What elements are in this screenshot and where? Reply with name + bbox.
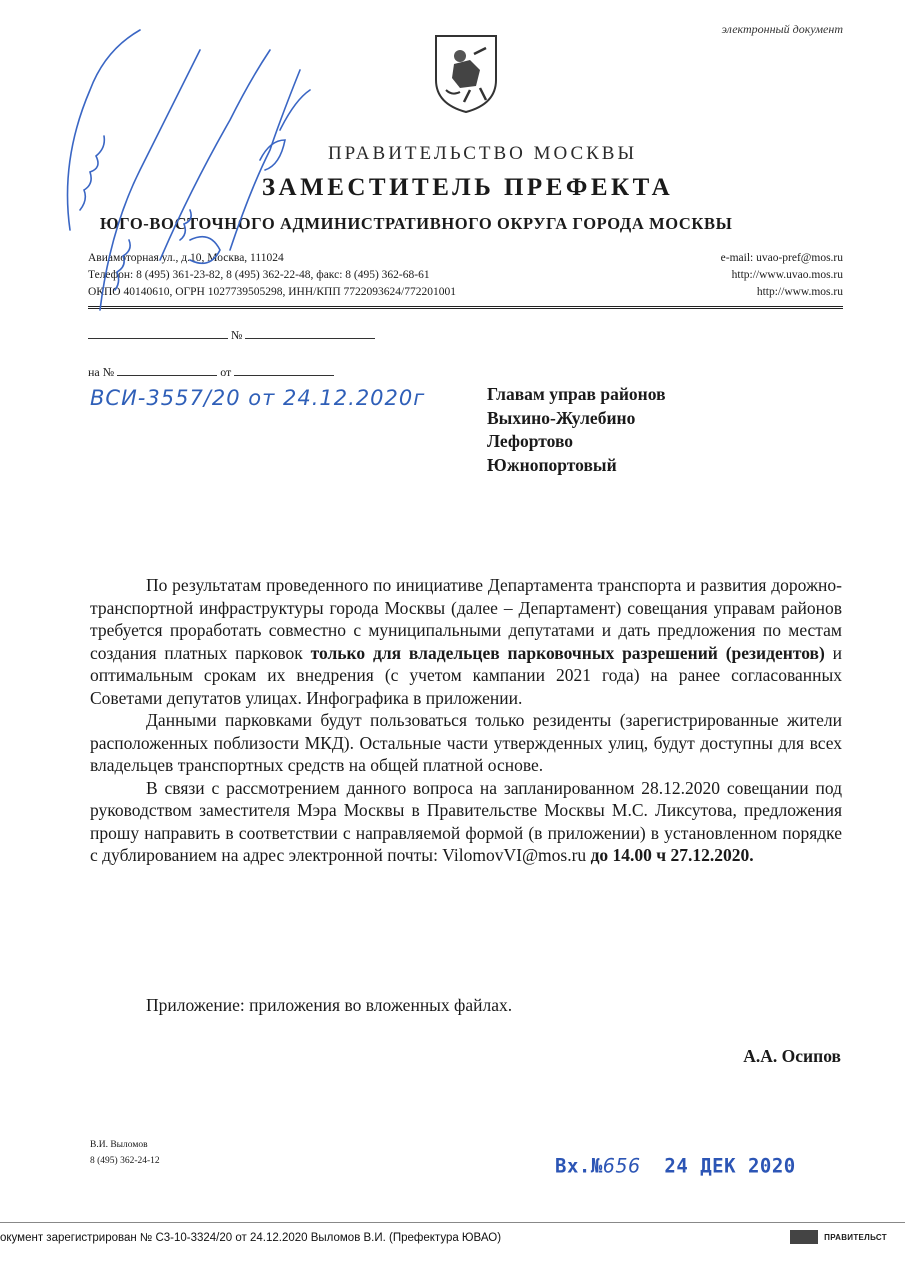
addressee-line: Главам управ районов: [487, 384, 666, 404]
attachment-note: Приложение: приложения во вложенных файлах.: [146, 995, 513, 1015]
website-uvao: http://www.uvao.mos.ru: [731, 269, 843, 281]
number-label: №: [231, 328, 243, 342]
executor-name: В.И. Выломов: [90, 1140, 148, 1150]
executor-phone: 8 (495) 362-24-12: [90, 1156, 160, 1166]
handwritten-reference: ВСИ-3557/20 от 24.12.2020г: [90, 386, 426, 410]
addressee-line: Выхино-Жулебино: [487, 407, 636, 428]
registration-codes: ОКПО 40140610, ОГРН 1027739505298, ИНН/КПП 7722093624/772201001: [88, 286, 456, 298]
footer-logo: [790, 1230, 887, 1244]
district-title: ЮГО-ВОСТОЧНОГО АДМИНИСТРАТИВНОГО ОКРУГА ГОРОДА МОСКВЫ: [100, 214, 733, 233]
government-logo-icon: [790, 1230, 818, 1244]
footer-logo-text: ПРАВИТЕЛЬСТ: [824, 1232, 887, 1242]
contacts-right: [721, 250, 843, 301]
letter-body: [90, 574, 842, 867]
stamp-number: 656: [602, 1154, 641, 1178]
from-label: от: [220, 365, 232, 379]
deadline: до 14.00 ч 27.12.2020.: [590, 845, 754, 865]
handwritten-resolution-icon: [30, 10, 320, 350]
footer-divider: [0, 1222, 905, 1223]
reference-line: [88, 365, 334, 380]
electronic-document-mark: электронный документ: [721, 22, 843, 36]
deputy-prefect-title: ЗАМЕСТИТЕЛЬ ПРЕФЕКТА: [261, 174, 674, 201]
moscow-coat-of-arms-icon: [430, 30, 502, 114]
signer-name: А.А. Осипов: [743, 1046, 841, 1066]
phones: Телефон: 8 (495) 361-23-82, 8 (495) 362-22-48, факс: 8 (495) 362-68-61: [88, 269, 430, 281]
stamp-date: 24 ДЕК 2020: [664, 1154, 796, 1178]
government-title: ПРАВИТЕЛЬСТВО МОСКВЫ: [327, 143, 638, 164]
on-number-label: на №: [88, 365, 115, 379]
paragraph-3: В связи с рассмотрением данного вопроса на запланированном 28.12.2020 совещании под руководством заместителя Мэра Москвы в Правительстве Москвы М.С. Ликсутова, предложения прошу направить в соответствии с направляемой формой (в приложении) в установленном порядке с дублированием на адрес электронной почты: VilomovVI@mos.ru до 14.00 ч 27.12.2020.: [90, 777, 842, 865]
registration-footer: окумент зарегистрирован № С3-10-3324/20 от 24.12.2020 Выломов В.И. (Префектура ЮВАО): [0, 1232, 502, 1244]
addressee-block: [487, 383, 666, 477]
addressee-line: Лефортово: [487, 431, 574, 451]
paragraph-1: По результатам проведенного по инициативе Департамента транспорта и развития дорожно-транспортной инфраструктуры города Москвы (далее – Департамент) совещания управам районов требуется проработать совместно с муниципальными депутатами и дать предложения по местам создания платных парковок только для владельцев парковочных разрешений (резидентов) и оптимальным срокам их внедрения (с учетом кампании 2021 года) на ранее согласованных Советами депутатов улицах. Инфографика в приложении.: [90, 575, 842, 708]
addressee-line: Южнопортовый: [487, 454, 617, 475]
address: Авиамоторная ул., д.10, Москва, 111024: [88, 252, 284, 264]
emphasis-residents: только для владельцев парковочных разрешений (резидентов): [310, 642, 825, 663]
on-number-blank: [117, 365, 217, 376]
incoming-stamp: [555, 1154, 796, 1177]
stamp-prefix: Вх.№: [555, 1154, 603, 1178]
website-mos: http://www.mos.ru: [756, 286, 843, 298]
from-blank: [234, 365, 334, 376]
paragraph-2: Данными парковками будут пользоваться только резиденты (зарегистрированные жители расположенных поблизости МКД). Остальные части утвержденных улиц, будут доступны для всех владельцев транспортных средств на общей платной основе.: [90, 710, 842, 775]
email: e-mail: uvao-pref@mos.ru: [720, 252, 843, 264]
executor-info: [90, 1137, 160, 1169]
